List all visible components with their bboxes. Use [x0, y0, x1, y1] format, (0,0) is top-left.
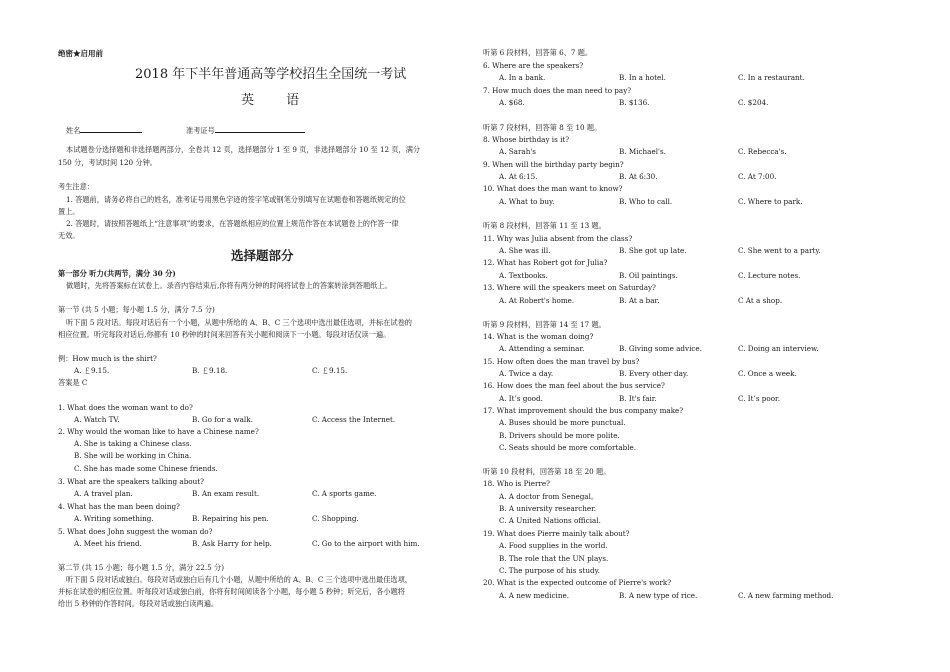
- q2-option-b: B. She will be working in China.: [74, 451, 192, 460]
- question-19: 19. What does Pierre mainly talk about?: [483, 529, 630, 538]
- question-10: 10. What does the man want to know?: [483, 184, 623, 193]
- q11-option-a: A. She was ill.: [499, 246, 551, 255]
- example-option-b: B. ￡9.18.: [192, 366, 228, 375]
- q9-option-c: C. At 7:00.: [738, 172, 777, 181]
- q13-option-c: C At a shop.: [738, 296, 783, 305]
- ticket-blank: [215, 124, 305, 133]
- material-6-heading: 听第 6 段材料，回答第 6、7 题。: [483, 48, 593, 57]
- q1-option-c: C. Access the Internet.: [312, 415, 396, 424]
- section2-note-3: 给出 5 秒钟的作答时间。每段对话或独白读两遍。: [58, 599, 219, 608]
- q9-option-b: B. At 6:30.: [619, 172, 658, 181]
- question-1: 1. What does the woman want to do?: [58, 403, 193, 412]
- q10-option-b: B. Who to call.: [619, 197, 673, 206]
- confidential-mark: 绝密★启用前: [58, 49, 103, 58]
- section2-note-2: 并标在试卷的相应位置。听每段对话或独白前，你将有时间阅读各个小题，每小题 5 秒钟；听完后，各小题将: [58, 587, 405, 596]
- q4-option-a: A. Writing something.: [74, 514, 154, 523]
- question-16: 16. How does the man feel about the bus service?: [483, 381, 665, 390]
- q6-option-a: A. In a bank.: [499, 73, 546, 82]
- q16-option-c: C. It’s poor.: [738, 394, 780, 403]
- ticket-label: 准考证号: [186, 126, 215, 135]
- section1-note-2: 相应位置。听完每段对话后,你都有 10 秒钟的时间来回答有关小题和阅读下一小题。每段对话仅读一遍。: [58, 330, 391, 339]
- section1-note-1: 听下面 5 段对话。每段对话后有一个小题，从题中所给的 A、B、C 三个选项中选出最佳选项，并标在试卷的: [66, 318, 412, 327]
- example-question: 例：How much is the shirt?: [58, 354, 157, 363]
- q14-option-c: C. Doing an interview.: [738, 344, 819, 353]
- name-label: 姓名: [66, 126, 81, 135]
- q19-option-c: C. The purpose of his study.: [499, 566, 600, 575]
- q2-option-a: A. She is taking a Chinese class.: [74, 439, 192, 448]
- q16-option-b: B. It's fair.: [619, 394, 657, 403]
- section2-heading: 第二节 (共 15 小题；每小题 1.5 分，满分 22.5 分): [58, 563, 224, 572]
- q6-option-b: B. In a hotel.: [619, 73, 666, 82]
- question-17: 17. What improvement should the bus company make?: [483, 406, 684, 415]
- q12-option-a: A. Textbooks.: [499, 271, 548, 280]
- question-14: 14. What is the woman doing?: [483, 332, 594, 341]
- notice-2b: 无效。: [58, 231, 80, 240]
- q17-option-a: A. Buses should be more punctual.: [499, 418, 626, 427]
- q10-option-a: A. What to buy.: [499, 197, 555, 206]
- name-blank: [80, 124, 142, 133]
- q14-option-b: B. Giving some advice.: [619, 344, 702, 353]
- q14-option-a: A. Attending a seminar.: [499, 344, 585, 353]
- q19-option-b: B. The role that the UN plays.: [499, 554, 609, 563]
- q8-option-b: B. Michael's.: [619, 147, 666, 156]
- section2-note-1: 听下面 5 段对话或独白。每段对话或独白后有几个小题，从题中所给的 A、B、C 三个选项中选出最佳选项，: [66, 575, 412, 584]
- example-option-c: C. ￡9.15.: [312, 366, 348, 375]
- q20-option-c: C. A new farming method.: [738, 591, 834, 600]
- q6-option-c: C. In a restaurant.: [738, 73, 805, 82]
- question-12: 12. What has Robert got for Julia?: [483, 258, 608, 267]
- material-9-heading: 听第 9 段材料，回答第 14 至 17 题。: [483, 320, 606, 329]
- q19-option-a: A. Food supplies in the world.: [499, 541, 608, 550]
- part1-heading: 第一部分 听力(共两节，满分 30 分): [58, 269, 176, 278]
- q4-option-c: C. Shopping.: [312, 514, 359, 523]
- name-field: [66, 124, 142, 135]
- q9-option-a: A. At 6:15.: [499, 172, 538, 181]
- q17-option-c: C. Seats should be more comfortable.: [499, 443, 637, 452]
- q20-option-b: B. A new type of rice.: [619, 591, 698, 600]
- q18-option-b: B. A university researcher.: [499, 504, 597, 513]
- question-15: 15. How often does the man travel by bus?: [483, 357, 640, 366]
- q3-option-b: B. An exam result.: [192, 489, 260, 498]
- q3-option-a: A. A travel plan.: [74, 489, 133, 498]
- q7-option-c: C. $204.: [738, 98, 769, 107]
- q8-option-a: A. Sarah's: [499, 147, 536, 156]
- section-title: 选择题部分: [231, 248, 294, 263]
- q13-option-b: B. At a bar.: [619, 296, 660, 305]
- question-13: 13. Where will the speakers meet on Saturday?: [483, 283, 656, 292]
- part1-note: 做题时，先将答案标在试卷上。录音内容结束后,你将有两分钟的时间将试卷上的答案转涂到答题纸上。: [66, 281, 392, 290]
- question-18: 18. Who is Pierre?: [483, 479, 550, 488]
- q3-option-c: C. A sports game.: [312, 489, 377, 498]
- material-7-heading: 听第 7 段材料，回答第 8 至 10 题。: [483, 123, 602, 132]
- q5-option-a: A. Meet his friend.: [74, 539, 142, 548]
- intro-line-2: 150 分，考试时间 120 分钟。: [58, 158, 157, 167]
- example-answer: 答案是 C: [58, 378, 88, 387]
- ticket-field: [186, 124, 305, 135]
- notice-1a: 1. 答题前，请务必将自己的姓名，准考证号用黑色字迹的签字笔或钢笔分别填写在试题卷和答题纸规定的位: [66, 195, 406, 204]
- notice-heading: 考生注意：: [58, 182, 94, 191]
- question-6: 6. Where are the speakers?: [483, 61, 584, 70]
- material-8-heading: 听第 8 段材料，回答第 11 至 13 题。: [483, 221, 606, 230]
- question-2: 2. Why would the woman like to have a Chinese name?: [58, 427, 259, 436]
- q1-option-a: A. Watch TV.: [74, 415, 120, 424]
- question-4: 4. What has the man been doing?: [58, 502, 180, 511]
- intro-line-1: 本试题卷分选择题和非选择题两部分，全卷共 12 页，选择题部分 1 至 9 页，非选择题部分 10 至 12 页，满分: [66, 145, 421, 154]
- material-10-heading: 听第 10 段材料，回答第 18 至 20 题。: [483, 467, 611, 476]
- q18-option-c: C. A United Nations official.: [499, 516, 601, 525]
- question-5: 5. What does John suggest the woman do?: [58, 527, 213, 536]
- q7-option-b: B. $136.: [619, 98, 650, 107]
- exam-title: 2018 年下半年普通高等学校招生全国统一考试: [135, 67, 407, 82]
- question-9: 9. When will the birthday party begin?: [483, 160, 624, 169]
- q5-option-b: B. Ask Harry for help.: [192, 539, 272, 548]
- q12-option-b: B. Oil paintings.: [619, 271, 678, 280]
- q11-option-c: C. She went to a party.: [738, 246, 821, 255]
- question-11: 11. Why was Julia absent from the class?: [483, 234, 633, 243]
- example-option-a: A. ￡9.15.: [74, 366, 110, 375]
- notice-1b: 置上。: [58, 207, 80, 216]
- q5-option-c: C. Go to the airport with him.: [312, 539, 420, 548]
- q7-option-a: A. $68.: [499, 98, 525, 107]
- question-20: 20. What is the expected outcome of Pierre's work?: [483, 578, 672, 587]
- q11-option-b: B. She got up late.: [619, 246, 687, 255]
- question-3: 3. What are the speakers talking about?: [58, 477, 205, 486]
- q10-option-c: C. Where to park.: [738, 197, 803, 206]
- q4-option-b: B. Repairing his pen.: [192, 514, 269, 523]
- q17-option-b: B. Drivers should be more polite.: [499, 431, 620, 440]
- question-8: 8. Whose birthday is it?: [483, 135, 570, 144]
- q8-option-c: C. Rebecca's.: [738, 147, 787, 156]
- right-column: [475, 0, 950, 672]
- section1-heading: 第一节 (共 5 小题；每小题 1.5 分，满分 7.5 分): [58, 305, 215, 314]
- q18-option-a: A. A doctor from Senegal。: [499, 492, 599, 501]
- q12-option-c: C. Lecture notes.: [738, 271, 801, 280]
- question-7: 7. How much does the man need to pay?: [483, 86, 632, 95]
- q15-option-c: C. Once a week.: [738, 369, 797, 378]
- q20-option-a: A. A new medicine.: [499, 591, 570, 600]
- notice-2a: 2. 答题时，请按照答题纸上“注意事项”的要求，在答题纸相应的位置上规范作答在本试题卷上的作答一律: [66, 219, 399, 228]
- subject-title: 英 语: [241, 93, 314, 108]
- q2-option-c: C. She has made some Chinese friends.: [74, 464, 218, 473]
- q15-option-b: B. Every other day.: [619, 369, 689, 378]
- q1-option-b: B. Go for a walk.: [192, 415, 253, 424]
- q15-option-a: A. Twice a day.: [499, 369, 554, 378]
- q16-option-a: A. It’s good.: [499, 394, 543, 403]
- q13-option-a: A. At Robert's home.: [499, 296, 575, 305]
